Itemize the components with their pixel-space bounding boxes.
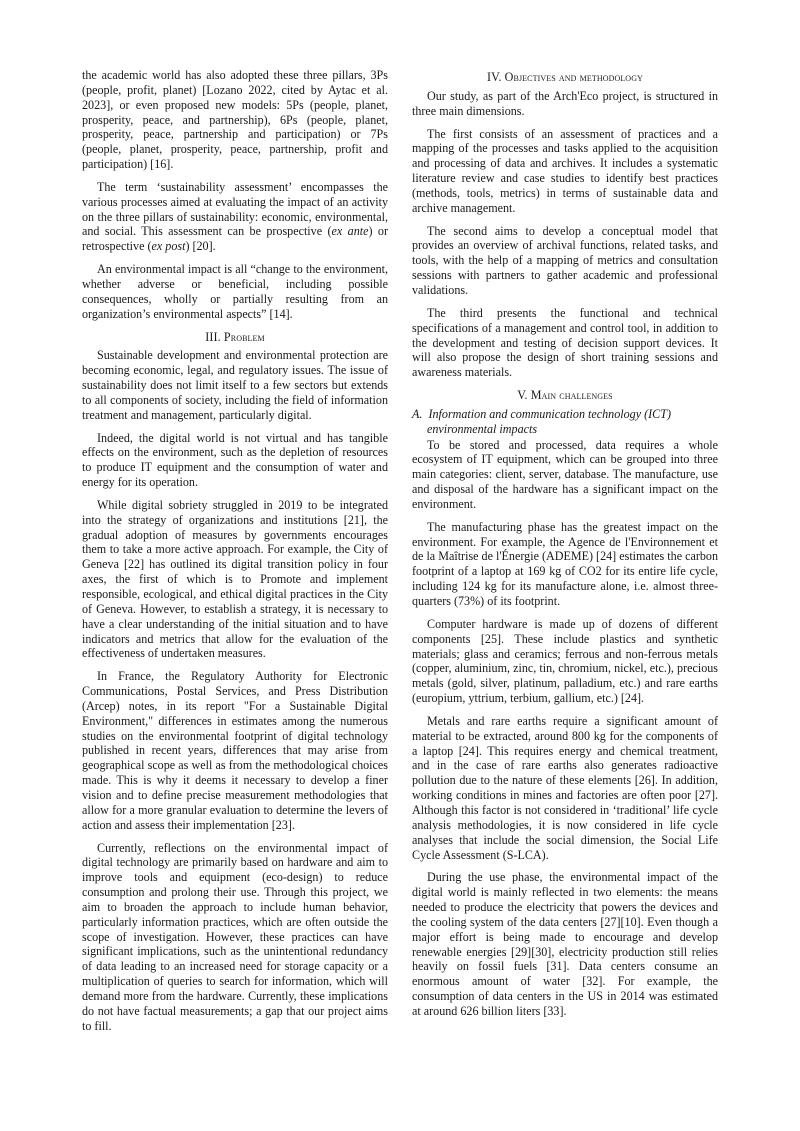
paragraph-problem-2: Indeed, the digital world is not virtual and has tangible effects on the environment, such as the depletion of resources to produce IT equipment and the consumption of water and energy for its operation. — [82, 430, 388, 490]
paragraph-objectives-2: The first consists of an assessment of practices and a mapping of the processes and tasks applied to the acquisition and processing of data and archives. It includes a systematic literature review and case studies to identify best practices (methods, tools, metrics) in terms of sustainable data and archive management. — [412, 126, 718, 215]
paragraph-intro: the academic world has also adopted these three pillars, 3Ps (people, profit, planet) [Lozano 2022, cited by Aytac et al. 2023], or even proposed new models: 5Ps (people, planet, prosperity, peace, and partnership), 6Ps (people, planet, prosperity, peace, partnership and participation) or 7Ps (people, planet, prosperity, peace, partnership, profit and participation) [16]. — [82, 68, 388, 172]
paragraph-objectives-1: Our study, as part of the Arch'Eco project, is structured in three main dimensions. — [412, 88, 718, 118]
paragraph-challenges-2: The manufacturing phase has the greatest impact on the environment. For example, the Agence de l'Environnement et de la Maîtrise de l'Énergie (ADEME) [24] estimates the carbon footprint of a laptop at 169 kg of CO2 for its entire life cycle, including 124 kg for its manufacture alone, i.e. almost three-quarters (73%) of its footprint. — [412, 519, 718, 608]
paragraph-challenges-1: To be stored and processed, data requires a whole ecosystem of IT equipment, which can be grouped into three main categories: client, server, database. The manufacture, use and disposal of the hardware has a significant impact on the environment. — [412, 437, 718, 511]
paragraph-text: ) [20]. — [185, 239, 216, 254]
paragraph-environmental-impact: An environmental impact is all “change to the environment, whether adverse or beneficial, including possible consequences, wholly or partially resulting from an organization’s environmental aspects” [14]. — [82, 262, 388, 321]
section-heading-objectives: IV. Objectives and methodology — [487, 70, 643, 84]
paragraph-text: The term ‘sustainability assessment’ encompasses the various processes aimed at evaluating the impact of an activity on the three pillars of sustainability: economic, environmental, and social. This assessment can be prospective ( — [82, 179, 388, 239]
paragraph-problem-1: Sustainable development and environmental protection are becoming economic, legal, and regulatory issues. The issue of sustainability does not limit itself to a few sectors but extends to all components of society, including the field of information treatment and management, particularly digital. — [82, 348, 388, 422]
paragraph-challenges-5: During the use phase, the environmental impact of the digital world is mainly reflected in two elements: the means needed to produce the electricity that powers the devices and the cooling system of the data centers [27][10]. Even though a major effort is being made to encourage and develop renewable energies [29][30], electricity production still relies heavily on fossil fuels [31]. Data centers consume an enormous amount of water [32]. For example, the consumption of data centers in the US in 2014 was estimated at around 626 billion liters [33]. — [412, 870, 718, 1018]
paragraph-objectives-3: The second aims to develop a conceptual model that provides an overview of archival functions, related tasks, and tools, with the help of a mapping of metrics and consultation sessions with partners to gather academic and professional validations. — [412, 223, 718, 297]
right-column — [412, 68, 718, 1027]
section-heading-problem: III. Problem — [205, 329, 265, 344]
italic-term: ex ante — [331, 224, 369, 239]
italic-term: ex post — [151, 239, 186, 254]
paragraph-objectives-4: The third presents the functional and technical specifications of a management and control tool, in addition to the development and testing of decision support devices. It will also propose the design of short training sessions and awareness materials. — [412, 305, 718, 380]
left-column — [82, 68, 388, 1041]
paragraph-problem-5: Currently, reflections on the environmental impact of digital technology are primarily based on hardware and aim to improve tools and equipment (eco-design) to reduce consumption and prolong their use. Through this project, we aim to broaden the approach to include human behavior, particularly information practices, which are often outside the scope of investigation. However, these practices can have significant implications, such as the unintentional redundancy of data leading to an increased need for storage capacity or a multiplication of queries to search for information, which will demand more from the hardware. Currently, these implications do not have factual measurements; a gap that our project aims to fill. — [82, 840, 388, 1033]
paragraph-challenges-4: Metals and rare earths require a significant amount of material to be extracted, around 800 kg for the components of a laptop [24]. This requires energy and chemical treatment, and in the case of rare earths also generates radioactive pollution due to the nature of these elements [26]. In addition, working conditions in mines and factories are often poor [27]. Although this factor is not considered in ‘traditional’ life cycle analysis methodologies, it is now considered in life cycle analyses that include the social dimension, the Social Life Cycle Assessment (S-LCA). — [412, 713, 718, 862]
subsection-heading-ict: A. Information and communication technology (ICT) environmental impacts — [412, 406, 671, 436]
paragraph-text: ) or retrospective ( — [82, 224, 388, 254]
paragraph-problem-4: In France, the Regulatory Authority for Electronic Communications, Postal Services, and Press Distribution (Arcep) notes, in its report "For a Sustainable Digital Environment," differences in estimates among the numerous studies on the environmental footprint of digital technology published in recent years, differences that may arise from geographical scope as well as from the methodological choices made. This is why it deems it necessary to develop a finer vision and to define precise measurement methodologies that allow for a more granular evaluation to determine the levers of action and assess their implementation [23]. — [82, 669, 388, 832]
section-heading-challenges: V. Main challenges — [517, 388, 613, 403]
paragraph-problem-3: While digital sobriety struggled in 2019 to be integrated into the strategy of organizations and institutions [21], the gradual adoption of measures by governments encourages them to take a more active approach. For example, the City of Geneva [22] has outlined its digital transition policy in four axes, the first of which is to Promote and implement responsible, ecological, and ethical digital practices in the City of Geneva. However, to establish a strategy, it is necessary to have a clear understanding of the initial situation and to have indicators and metrics that allow for the evaluation of the effectiveness of undertaken measures. — [82, 497, 388, 661]
paragraph-sustainability-assessment — [82, 180, 388, 254]
paragraph-challenges-3: Computer hardware is made up of dozens of different components [25]. These include plastics and synthetic materials; glass and ceramics; ferrous and non-ferrous metals (copper, aluminium, zinc, tin, chromium, nickel, etc.), precious metals (gold, silver, platinum, palladium, etc.) and rare earths (europium, yttrium, terbium, gallium, etc.) [24]. — [412, 616, 718, 706]
